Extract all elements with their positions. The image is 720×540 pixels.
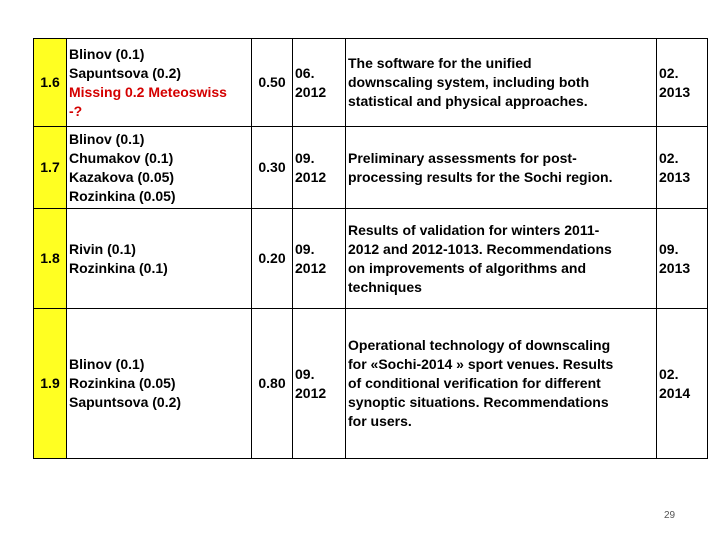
task-table-body [34, 39, 708, 459]
performer-line: Blinov (0.1) [69, 45, 145, 62]
performer-line: Kazakova (0.05) [69, 168, 175, 185]
table-row [34, 39, 708, 127]
task-number: 1.9 [40, 375, 60, 391]
performers-cell [67, 39, 252, 127]
description-line: Preliminary assessments for post- [348, 149, 577, 166]
performer-line: Rozinkina (0.1) [69, 259, 168, 276]
coefficient-value: 0.20 [258, 250, 286, 266]
coefficient-value: 0.50 [258, 74, 286, 90]
due-date-part: 02. [659, 64, 679, 81]
coefficient-cell [252, 209, 293, 309]
description-line: on improvements of algorithms and [348, 259, 587, 276]
start-date-part: 09. [295, 365, 315, 382]
description-cell [346, 209, 657, 309]
task-number: 1.8 [40, 250, 60, 266]
performers-cell [67, 209, 252, 309]
start-date-cell [293, 127, 346, 209]
due-date-cell [657, 39, 708, 127]
description-cell [346, 39, 657, 127]
performer-line: Rozinkina (0.05) [69, 187, 176, 204]
description-line: Operational technology of downscaling [348, 337, 611, 353]
description-line: for «Sochi-2014 » sport venues. Results [348, 356, 614, 372]
due-date-part: 2014 [659, 384, 691, 401]
description-line: 2012 and 2012-1013. Recommendations [348, 240, 612, 257]
task-number-cell [34, 39, 67, 127]
task-number: 1.7 [40, 159, 60, 175]
due-date-part: 02. [659, 365, 679, 382]
start-date-part: 2012 [295, 259, 327, 276]
due-date-cell [657, 309, 708, 459]
description-line: for users. [348, 413, 412, 429]
performer-line: Blinov (0.1) [69, 130, 145, 147]
description-line: downscaling system, including both [348, 74, 590, 90]
coefficient-value: 0.30 [258, 159, 286, 175]
coefficient-cell [252, 39, 293, 127]
performers-cell [67, 127, 252, 209]
task-number-cell [34, 209, 67, 309]
start-date-part: 09. [295, 149, 315, 166]
start-date-cell [293, 39, 346, 127]
description-line: statistical and physical approaches. [348, 93, 588, 109]
performer-line: Missing 0.2 Meteoswiss [69, 83, 227, 100]
coefficient-cell [252, 127, 293, 209]
performers-cell [67, 309, 252, 459]
performer-line: -? [69, 102, 83, 119]
start-date-part: 06. [295, 64, 315, 81]
start-date-part: 2012 [295, 168, 327, 185]
description-line: Results of validation for winters 2011- [348, 221, 600, 238]
description-line: The software for the unified [348, 55, 532, 71]
performer-line: Sapuntsova (0.2) [69, 394, 182, 410]
start-date-part: 2012 [295, 384, 327, 401]
performer-line: Rozinkina (0.05) [69, 375, 176, 391]
description-line: of conditional verification for different [348, 375, 601, 391]
due-date-cell [657, 209, 708, 309]
start-date-cell [293, 209, 346, 309]
description-cell [346, 127, 657, 209]
description-cell [346, 309, 657, 459]
due-date-part: 2013 [659, 259, 691, 276]
performer-line: Blinov (0.1) [69, 356, 145, 372]
performer-line: Sapuntsova (0.2) [69, 64, 182, 81]
start-date-part: 09. [295, 240, 315, 257]
due-date-part: 2013 [659, 83, 691, 100]
task-number-cell [34, 309, 67, 459]
table-row [34, 309, 708, 459]
coefficient-value: 0.80 [258, 375, 286, 391]
performer-line: Chumakov (0.1) [69, 149, 174, 166]
performer-line: Rivin (0.1) [69, 240, 136, 257]
task-number-cell [34, 127, 67, 209]
due-date-part: 09. [659, 240, 679, 257]
table-row [34, 209, 708, 309]
page-number: 29 [664, 510, 676, 521]
task-table [33, 38, 708, 459]
start-date-cell [293, 309, 346, 459]
description-line: synoptic situations. Recommendations [348, 394, 609, 410]
due-date-part: 2013 [659, 168, 691, 185]
start-date-part: 2012 [295, 83, 327, 100]
coefficient-cell [252, 309, 293, 459]
description-line: techniques [348, 278, 422, 295]
table-row [34, 127, 708, 209]
due-date-cell [657, 127, 708, 209]
due-date-part: 02. [659, 149, 679, 166]
description-line: processing results for the Sochi region. [348, 168, 613, 185]
task-number: 1.6 [40, 74, 60, 90]
